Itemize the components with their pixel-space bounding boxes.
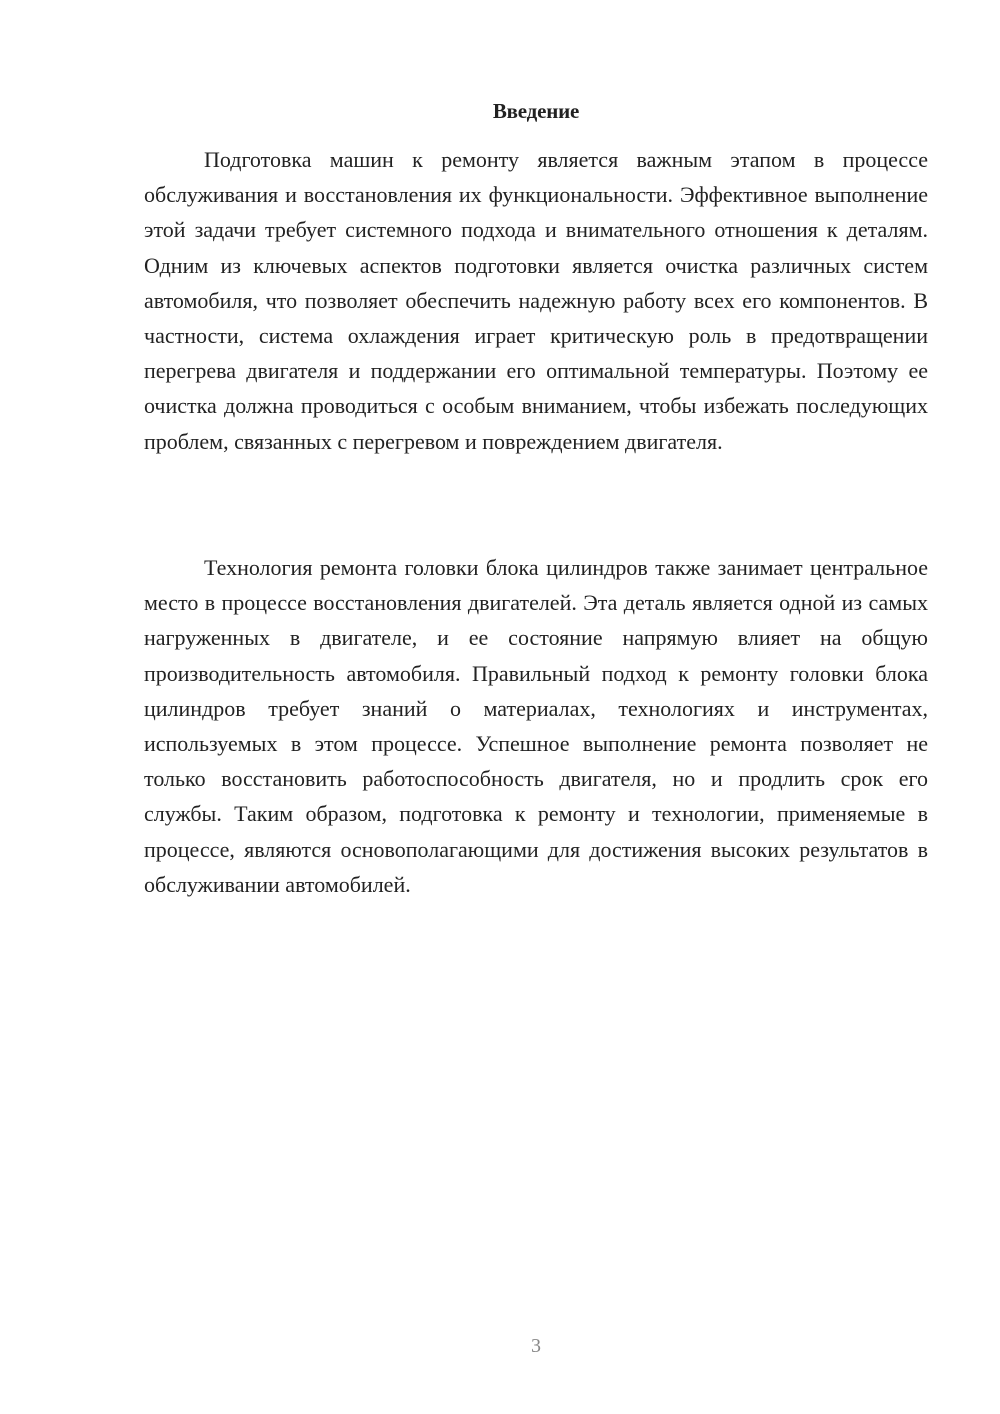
- section-title: Введение: [492, 99, 580, 123]
- paragraph-intro: Подготовка машин к ремонту является важным этапом в процессе обслуживания и восстановления их функциональности. Эффективное выполнение этой задачи требует системного подхода и внимательного отношения к деталям. Одним из ключевых аспектов подготовки является очистка различных систем автомобиля, что позволяет обеспечить надежную работу всех его компонентов. В частности, система охлаждения играет критическую роль в предотвращении перегрева двигателя и поддержании его оптимальной температуры. Поэтому ее очистка должна проводиться с особым вниманием, чтобы избежать последующих проблем, связанных с перегревом и повреждением двигателя.: [144, 147, 928, 454]
- paragraph-cylinder-head: Технология ремонта головки блока цилиндров также занимает центральное место в процессе восстановления двигателей. Эта деталь является одной из самых нагруженных в двигателе, и ее состояние напрямую влияет на общую производительность автомобиля. Правильный подход к ремонту головки блока цилиндров требует знаний о материалах, технологиях и инструментах, используемых в этом процессе. Успешное выполнение ремонта позволяет не только восстановить работоспособность двигателя, но и продлить срок его службы. Таким образом, подготовка к ремонту и технологии, применяемые в процессе, являются основополагающими для достижения высоких результатов в обслуживании автомобилей.: [144, 555, 928, 897]
- page-number: 3: [531, 1335, 541, 1357]
